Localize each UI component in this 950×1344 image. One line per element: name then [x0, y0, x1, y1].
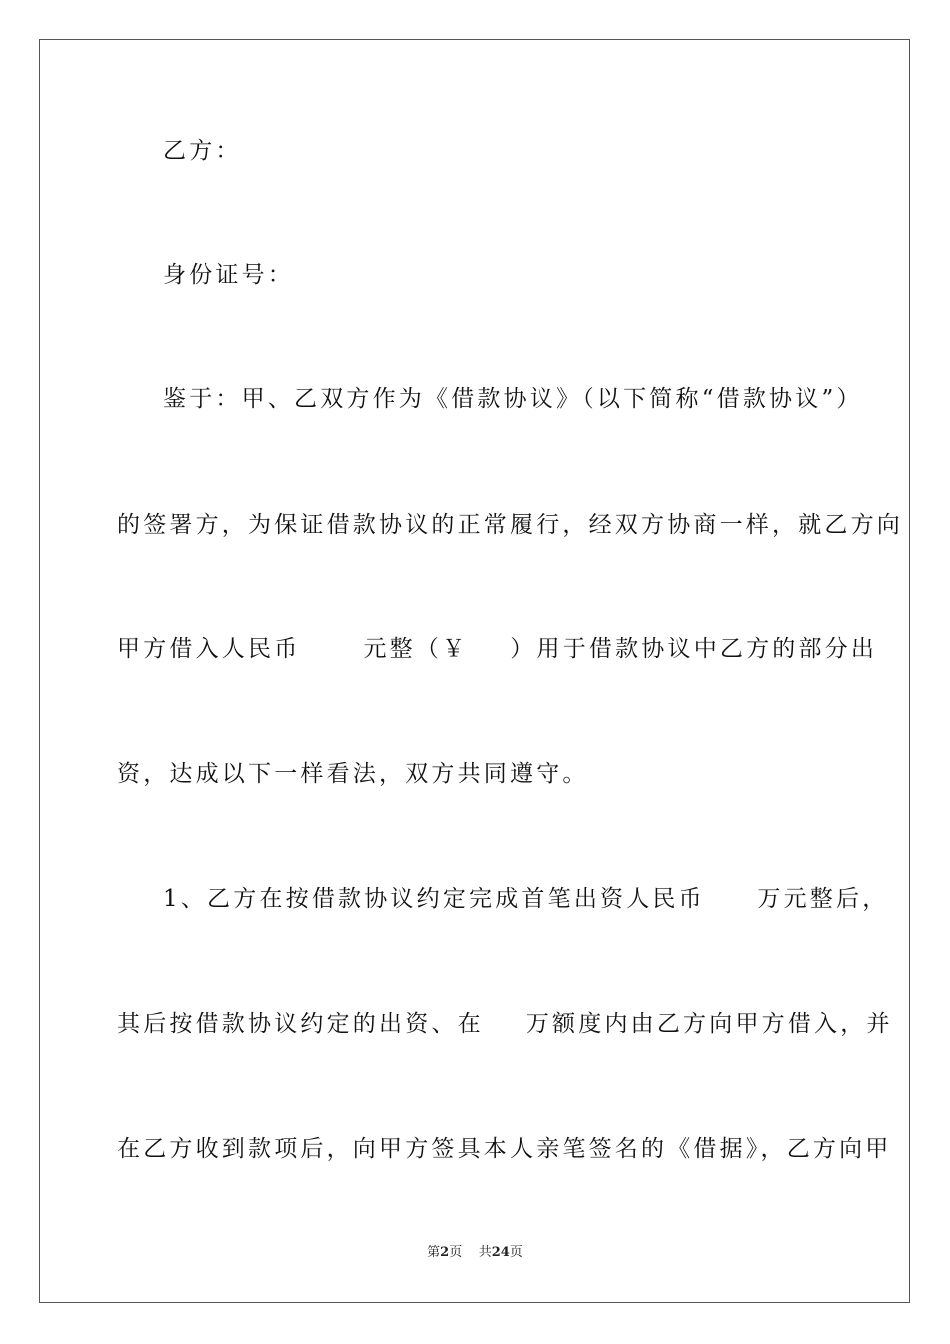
paragraph-line: 其后按借款协议约定的出资、在 万额度内由乙方向甲方借入，并 [117, 1011, 893, 1037]
total-suffix: 页 [509, 1245, 523, 1260]
paragraph-line: 甲方借入人民币 元整（￥ ）用于借款协议中乙方的部分出 [117, 636, 878, 662]
page-suffix: 页 [449, 1245, 463, 1260]
party-b-label: 乙方： [163, 138, 242, 164]
id-number-label: 身份证号： [163, 262, 294, 288]
page-current: 2 [440, 1245, 450, 1260]
paragraph-line: 的签署方，为保证借款协议的正常履行，经双方协商一样，就乙方向 [117, 512, 903, 538]
page-footer [0, 1244, 950, 1262]
page-frame [39, 39, 910, 1303]
paragraph-line: 在乙方收到款项后，向甲方签具本人亲笔签名的《借据》，乙方向甲 [117, 1136, 892, 1162]
page-prefix: 第 [427, 1245, 441, 1260]
paragraph-line: 资，达成以下一样看法，双方共同遵守。 [117, 761, 589, 787]
page-total: 24 [491, 1245, 510, 1260]
clause-1-line: 1、乙方在按借款协议约定完成首笔出资人民币 万元整后， [163, 886, 889, 912]
total-prefix: 共 [478, 1245, 492, 1260]
paragraph-line: 鉴于：甲、乙双方作为《借款协议》（以下简称“借款协议”） [163, 386, 863, 412]
